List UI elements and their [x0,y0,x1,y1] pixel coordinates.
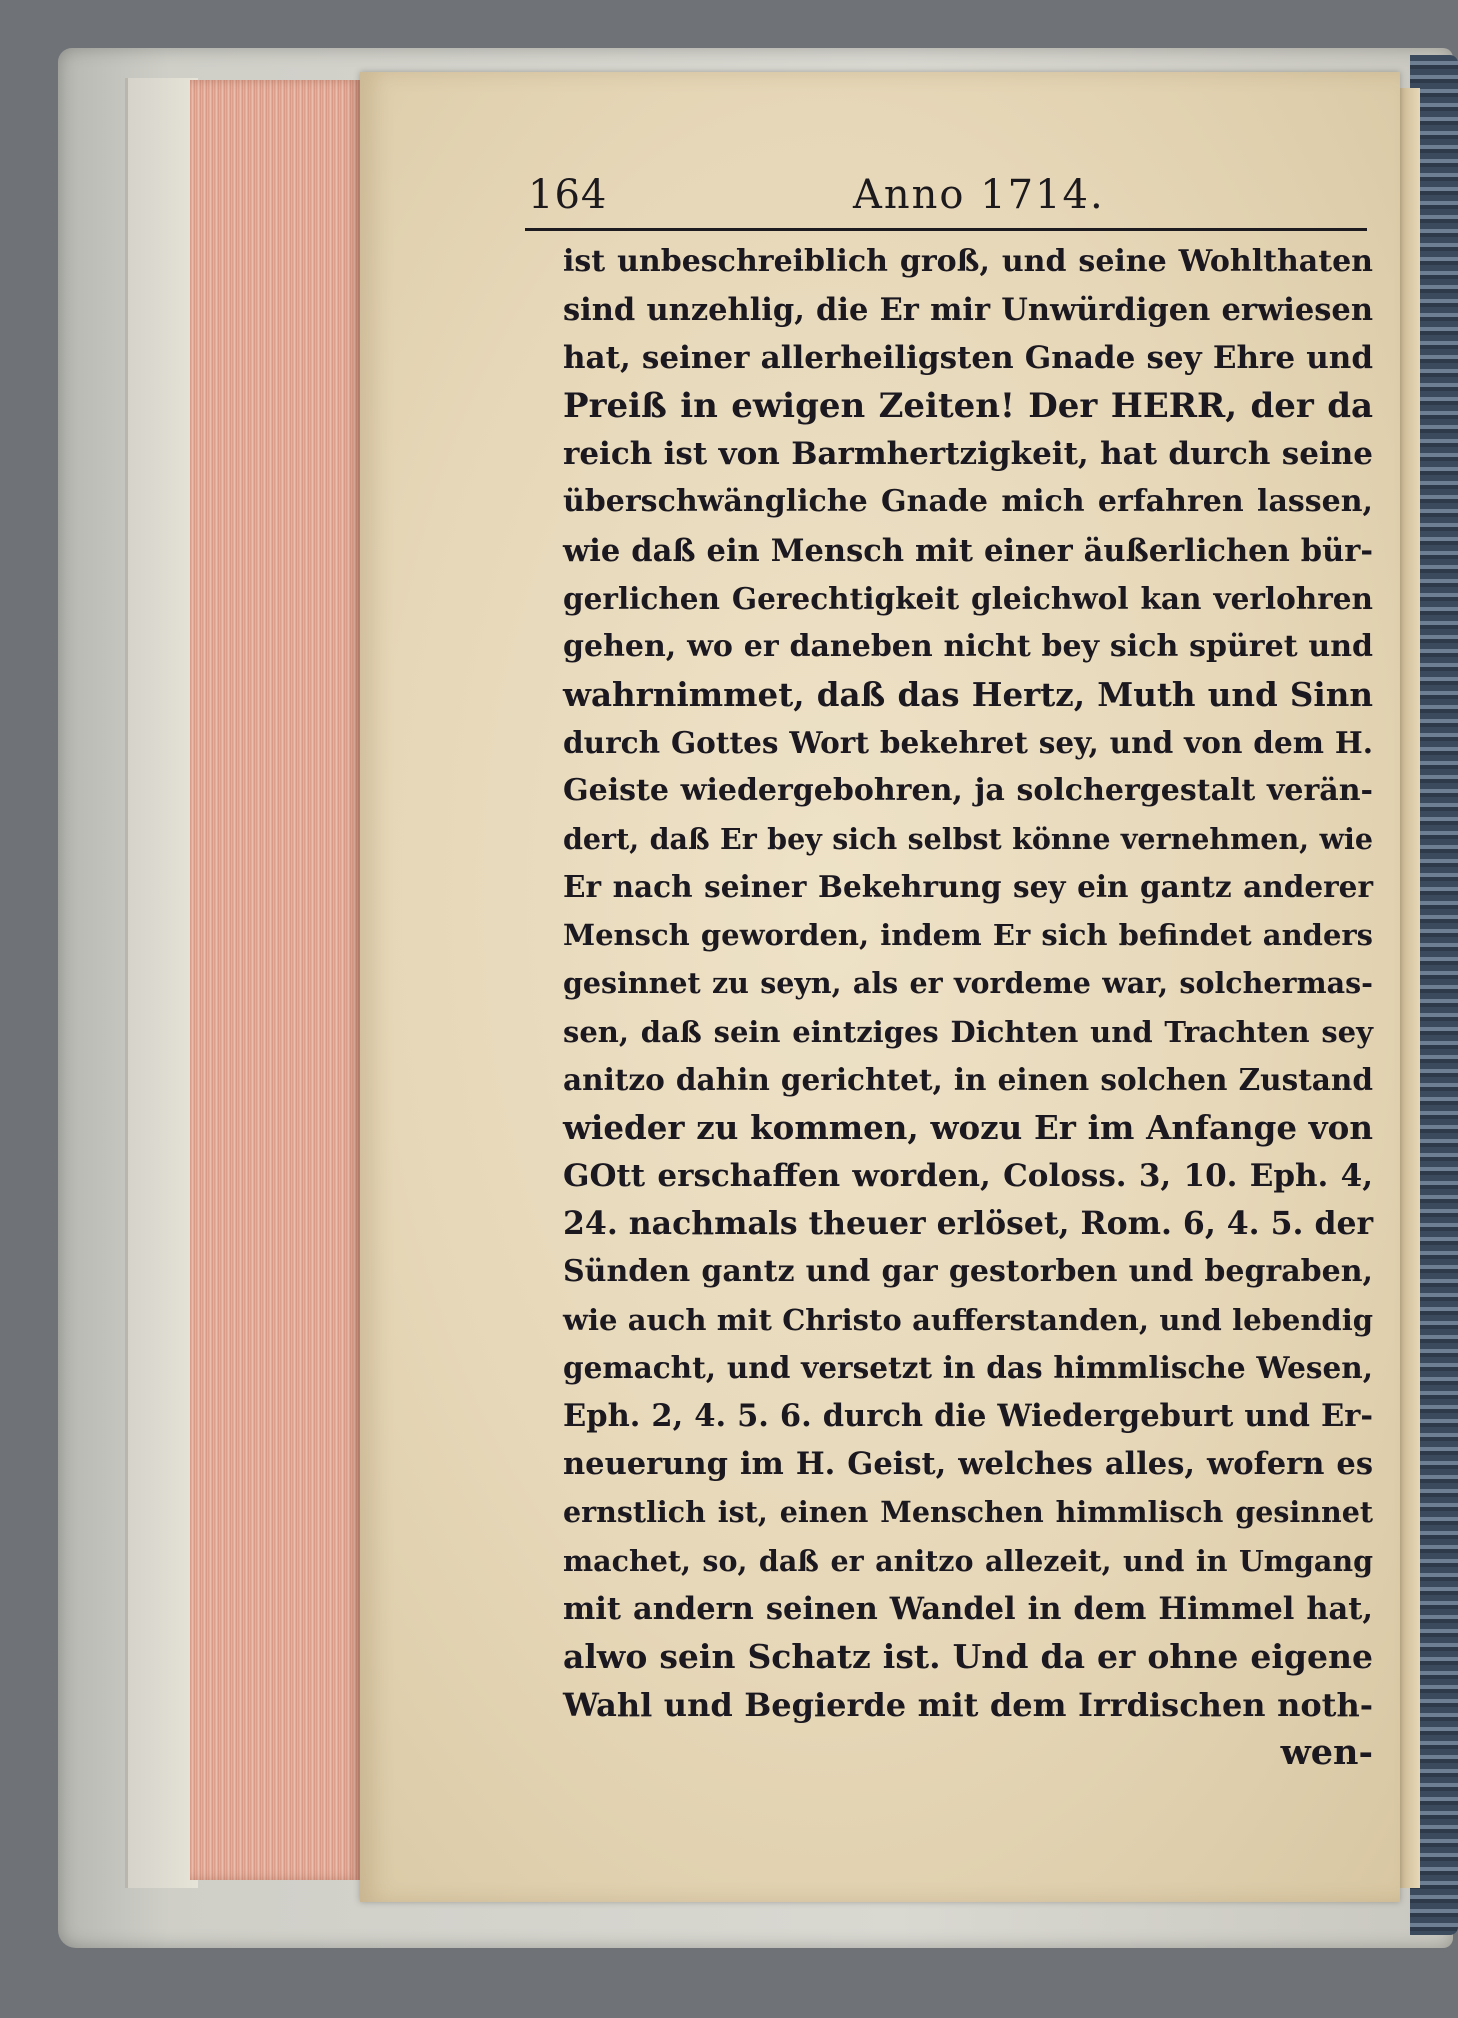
text-line: überschwängliche Gnade mich erfahren lassen, [563,484,1373,520]
text-line: Mensch geworden, indem Er sich befindet anders [563,918,1373,953]
text-line: ist unbeschreiblich groß, und seine Wohlthaten [563,244,1373,279]
text-line: gemacht, und versetzt in das himmlische Wesen, [563,1350,1373,1386]
running-head: Anno 1714. [853,172,1105,218]
text-line: Wahl und Begierde mit dem Irrdischen noth- [563,1685,1373,1724]
text-line: mit andern seinen Wandel in dem Himmel hat, [563,1590,1373,1627]
header-rule [525,228,1367,231]
text-line: ernstlich ist, einen Menschen himmlisch gesinnet [563,1495,1373,1530]
text-line: durch Gottes Wort bekehret sey, und von dem H. [563,724,1373,760]
text-line: alwo sein Schatz ist. Und da er ohne eigene [563,1636,1373,1676]
text-line: sind unzehlig, die Er mir Unwürdigen erwiesen [563,292,1373,329]
text-line: Preiß in ewigen Zeiten! Der HERR, der da [563,386,1373,427]
facing-page-edge [1398,88,1420,1888]
text-line: 24. nachmals theuer erlöset, Rom. 6, 4. 5. der [563,1204,1374,1242]
text-line: gehen, wo er daneben nicht bey sich spüret und [563,628,1373,664]
page-block-edges [190,80,360,1880]
text-line: machet, so, daß er anitzo allezeit, und in Umgang [563,1543,1373,1578]
text-line: hat, seiner allerheiligsten Gnade sey Ehre und [563,340,1373,377]
text-line: Eph. 2, 4. 5. 6. durch die Wiedergeburt und Er- [563,1398,1373,1435]
text-line: wie daß ein Mensch mit einer äußerlichen bür- [563,532,1373,569]
text-line: wieder zu kommen, wozu Er im Anfange von [563,1107,1373,1147]
text-line: anitzo dahin gerichtet, in einen solchen Zustand [563,1061,1373,1097]
text-line: reich ist von Barmhertzigkeit, hat durch seine [563,436,1373,473]
left-board-edge [125,78,198,1888]
catchword: wen- [1280,1731,1373,1773]
body-text [563,238,1373,1777]
text-line: wie auch mit Christo aufferstanden, und lebendig [563,1303,1373,1338]
text-line: sen, daß sein eintziges Dichten und Trachten sey [563,1014,1373,1049]
text-line: GOtt erschaffen worden, Coloss. 3, 10. Eph. 4, [563,1157,1373,1194]
text-line: gerlichen Gerechtigkeit gleichwol kan verlohren [563,580,1373,616]
text-line: Geiste wiedergebohren, ja solchergestalt verän- [563,773,1373,809]
page-header [528,172,1368,228]
text-line: dert, daß Er bey sich selbst könne vernehmen, wie [563,822,1373,857]
text-line: Er nach seiner Bekehrung sey ein gantz anderer [563,869,1373,905]
text-line: Sünden gantz und gar gestorben und begraben, [563,1253,1373,1289]
text-line: wahrnimmet, daß das Hertz, Muth und Sinn [563,674,1373,714]
text-line: neuerung im H. Geist, welches alles, wofern es [563,1446,1373,1483]
page-number: 164 [528,172,608,218]
text-line: gesinnet zu seyn, als er vordeme war, solchermas- [563,966,1373,1001]
